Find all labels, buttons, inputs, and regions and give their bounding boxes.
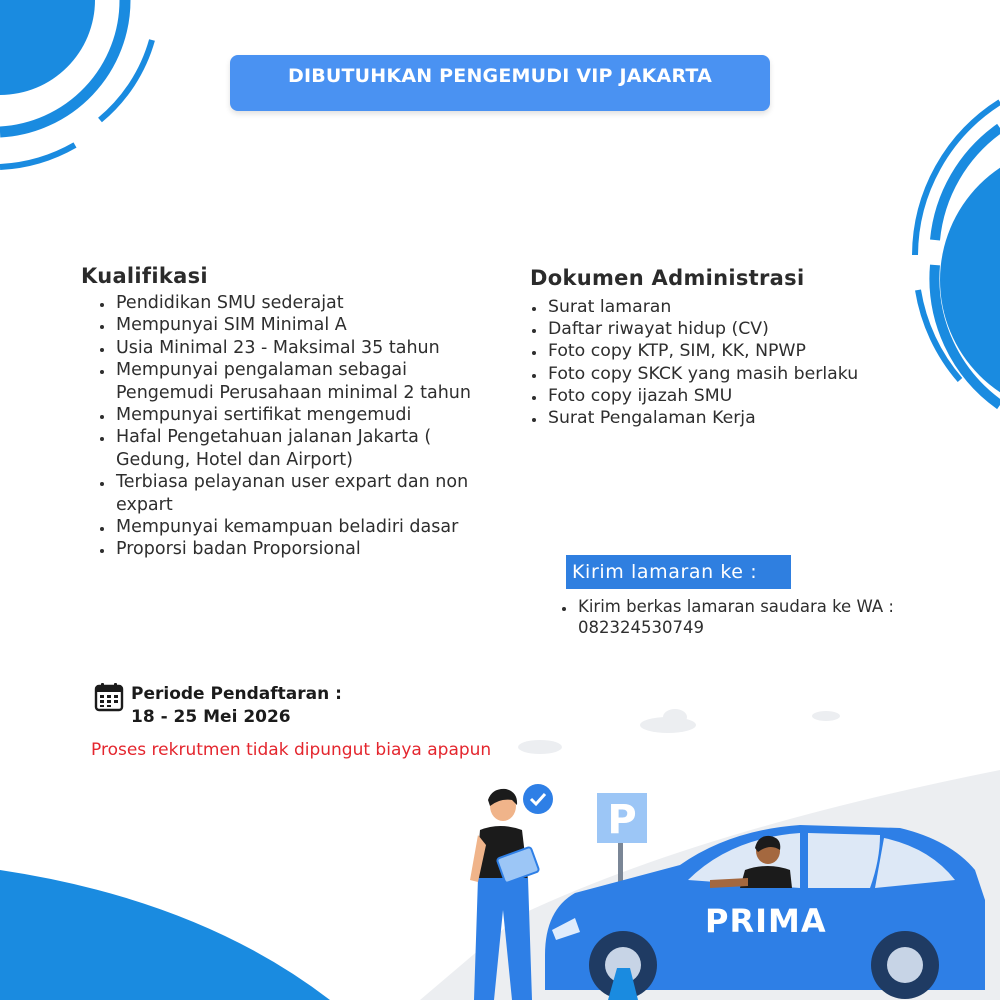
list-item: • Surat Pengalaman Kerja [546,407,930,429]
car-brand-label: PRIMA [705,902,827,940]
contact-text: • Kirim berkas lamaran saudara ke WA : 082324530749 [576,596,960,638]
period-dates: 18 - 25 Mei 2026 [131,707,291,727]
svg-text:P: P [607,797,637,843]
period-label: Periode Pendaftaran : [131,684,342,704]
list-item: • Surat lamaran [546,296,930,318]
qualification-title: Kualifikasi [81,264,208,288]
list-item: • Foto copy KTP, SIM, KK, NPWP [546,340,930,362]
banner-title: DIBUTUHKAN PENGEMUDI VIP JAKARTA [287,65,713,87]
list-item: • Hafal Pengetahuan jalanan Jakarta ( Gedung, Hotel dan Airport) [114,426,501,471]
list-item: • Usia Minimal 23 - Maksimal 35 tahun [114,337,501,359]
documents-title: Dokumen Administrasi [530,266,805,290]
list-item: • Mempunyai kemampuan beladiri dasar [114,516,501,538]
list-item: • Mempunyai SIM Minimal A [114,314,501,336]
list-item: • Proporsi badan Proporsional [114,538,501,560]
list-item: • Foto copy SKCK yang masih berlaku [546,363,930,385]
list-item: • Mempunyai pengalaman sebagai Pengemudi Perusahaan minimal 2 tahun [114,359,501,404]
free-recruitment-notice: Proses rekrutmen tidak dipungut biaya apapun [91,740,492,760]
check-badge-icon [523,784,553,814]
list-item: • Pendidikan SMU sederajat [114,292,501,314]
list-item: • Foto copy ijazah SMU [546,385,930,407]
list-item: • Terbiasa pelayanan user expart dan non expart [114,471,501,516]
list-item: • Daftar riwayat hidup (CV) [546,318,930,340]
parking-sign-icon [597,793,647,890]
list-item: • Mempunyai sertifikat mengemudi [114,404,501,426]
person-figure [470,789,539,1000]
contact-badge: Kirim lamaran ke : [566,555,791,589]
